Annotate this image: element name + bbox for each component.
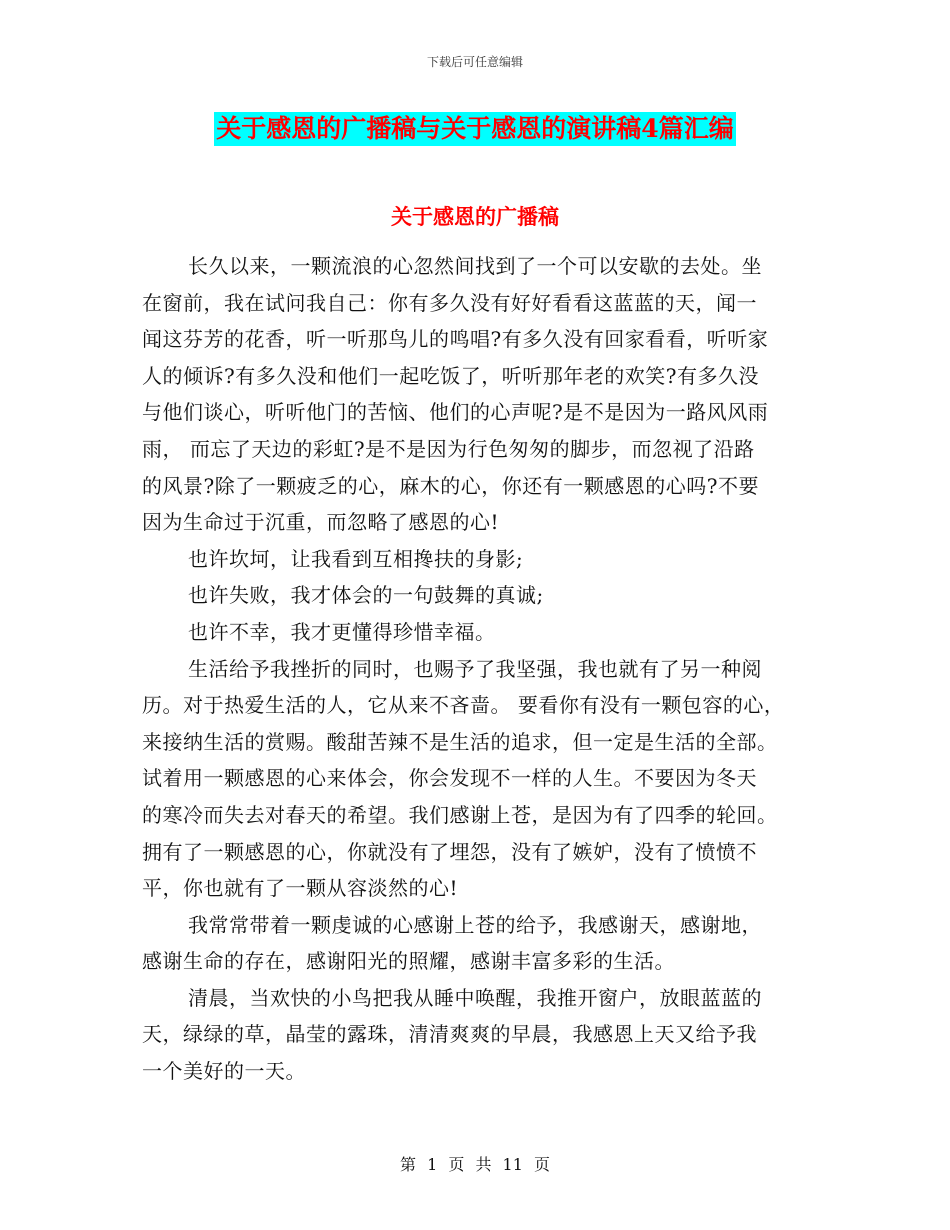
- paragraph-line: 来接纳生活的赏赐。酸甜苦辣不是生活的追求，但一定是生活的全部。: [142, 729, 778, 754]
- paragraph-line: 一个美好的一天。: [142, 1059, 306, 1084]
- paragraph-line: 拥有了一颗感恩的心，你就没有了埋怨，没有了嫉妒，没有了愤愤不: [142, 839, 757, 864]
- paragraph-line: 清晨，当欢快的小鸟把我从睡中唤醒，我推开窗户，放眼蓝蓝的: [188, 985, 762, 1010]
- paragraph-line: 与他们谈心，听听他门的苦恼、他们的心声呢?是不是因为一路风风雨: [142, 400, 769, 425]
- paragraph-line: 长久以来，一颗流浪的心忽然间找到了一个可以安歇的去处。坐: [188, 254, 762, 278]
- page-footer: 第 1 页 共 11 页: [400, 1155, 550, 1174]
- paragraph-line: 感谢生命的存在，感谢阳光的照耀，感谢丰富多彩的生活。: [142, 949, 675, 974]
- paragraph-line: 天，绿绿的草，晶莹的露珠，清清爽爽的早晨，我感恩上天又给予我: [142, 1022, 757, 1047]
- doc-title-container: [0, 112, 950, 146]
- paragraph-line: 也许不幸，我才更懂得珍惜幸福。: [188, 619, 496, 644]
- paragraph-line: 的寒冷而失去对春天的希望。我们感谢上苍，是因为有了四季的轮回。: [142, 802, 778, 827]
- body-text: [142, 248, 812, 1090]
- paragraph-line: 在窗前，我在试问我自己：你有多久没有好好看看这蓝蓝的天，闻一: [142, 290, 757, 315]
- paragraph-line: 闻这芬芳的花香，听一听那鸟儿的鸣唱?有多久没有回家看看，听听家: [142, 327, 769, 352]
- section-title: 关于感恩的广播稿: [391, 204, 559, 229]
- paragraph-line: 生活给予我挫折的同时，也赐予了我坚强，我也就有了另一种阅: [188, 656, 762, 681]
- paragraph-line: 也许失败，我才体会的一句鼓舞的真诚;: [188, 583, 544, 608]
- paragraph-line: 我常常带着一颗虔诚的心感谢上苍的给予，我感谢天，感谢地，: [188, 912, 762, 937]
- paragraph-line: 历。对于热爱生活的人，它从来不吝啬。 要看你有没有一颗包容的心，: [142, 693, 785, 718]
- paragraph-line: 试着用一颗感恩的心来体会，你会发现不一样的人生。不要因为冬天: [142, 766, 757, 791]
- paragraph-line: 平，你也就有了一颗从容淡然的心!: [142, 876, 459, 901]
- document-title: 关于感恩的广播稿与关于感恩的演讲稿4篇汇编: [214, 112, 735, 146]
- paragraph-line: 的风景?除了一颗疲乏的心，麻木的心，你还有一颗感恩的心吗?不要: [142, 473, 759, 498]
- paragraph-line: 雨， 而忘了天边的彩虹?是不是因为行色匆匆的脚步，而忽视了沿路: [142, 436, 755, 461]
- paragraph-line: 也许坎坷，让我看到互相搀扶的身影;: [188, 546, 524, 571]
- paragraph-line: 因为生命过于沉重，而忽略了感恩的心!: [142, 510, 500, 535]
- paragraph-line: 人的倾诉?有多久没和他们一起吃饭了，听听那年老的欢笑?有多久没: [142, 363, 759, 388]
- header-note: 下载后可任意编辑: [426, 55, 523, 69]
